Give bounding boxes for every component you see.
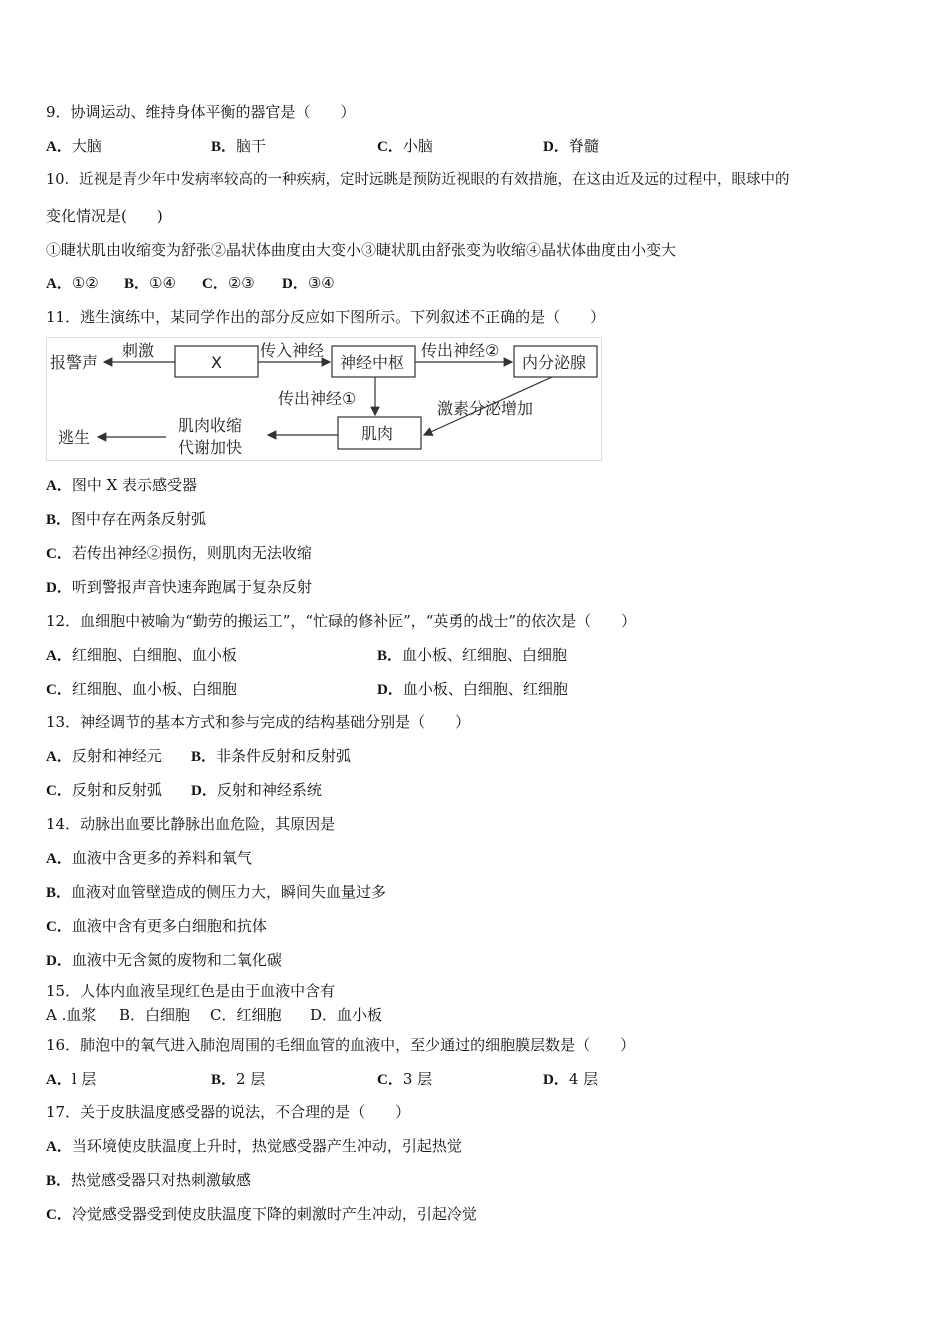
q9-option-b: B．脑干 <box>211 137 267 155</box>
q11-option-d: D．听到警报声音快速奔跑属于复杂反射 <box>46 578 312 596</box>
reflex-diagram <box>46 337 602 461</box>
q15-option-d: D．血小板 <box>310 1006 383 1024</box>
q16-option-c: C．3 层 <box>377 1070 433 1088</box>
q13-option-a: A．反射和神经元 <box>46 747 162 765</box>
x-label: X <box>211 353 222 372</box>
gland-label: 内分泌腺 <box>522 353 587 372</box>
q14-option-b: B．血液对血管壁造成的侧压力大，瞬间失血量过多 <box>46 883 387 901</box>
q9-option-d: D．脊髓 <box>543 137 599 155</box>
center-label: 神经中枢 <box>340 353 405 372</box>
q14-option-c: C．血液中含有更多白细胞和抗体 <box>46 917 267 935</box>
effect-label-1: 肌肉收缩 <box>178 416 243 435</box>
q12-option-b: B．血小板、红细胞、白细胞 <box>377 646 568 664</box>
q11-stem: 11．逃生演练中，某同学作出的部分反应如下图所示。下列叙述不正确的是（ ） <box>46 308 606 326</box>
q10-option-b: B．①④ <box>124 274 176 292</box>
q17-option-b: B．热觉感受器只对热刺激敏感 <box>46 1171 252 1189</box>
afferent-label: 传入神经 <box>260 341 325 360</box>
q12-option-d: D．血小板、白细胞、红细胞 <box>377 680 568 698</box>
q13-option-b: B．非条件反射和反射弧 <box>191 747 352 765</box>
q11-option-c: C．若传出神经②损伤，则肌肉无法收缩 <box>46 544 312 562</box>
q15-option-b: B．白细胞 <box>119 1006 191 1024</box>
q10-option-c: C．②③ <box>202 274 255 292</box>
q15-option-a: A .血浆 <box>46 1006 97 1024</box>
stimulus-label: 刺激 <box>122 341 155 360</box>
q12-stem: 12．血细胞中被喻为“勤劳的搬运工”，“忙碌的修补匠”，“英勇的战士”的依次是（ ） <box>46 612 637 630</box>
q15-option-c: C．红细胞 <box>210 1006 282 1024</box>
q17-stem: 17．关于皮肤温度感受器的说法，不合理的是（ ） <box>46 1103 411 1121</box>
q14-option-a: A．血液中含更多的养料和氧气 <box>46 849 252 867</box>
q10-stem-line1: 10．近视是青少年中发病率较高的一种疾病，定时远眺是预防近视眼的有效措施，在这由近及远的过程中，眼球中的 <box>46 172 790 188</box>
q9-option-a: A．大脑 <box>46 137 102 155</box>
q12-option-a: A．红细胞、白细胞、血小板 <box>46 646 237 664</box>
q15-stem: 15．人体内血液呈现红色是由于血液中含有 <box>46 982 336 1000</box>
muscle-label: 肌肉 <box>361 424 394 443</box>
efferent2-label: 传出神经② <box>421 341 500 360</box>
q14-option-d: D．血液中无含氮的废物和二氧化碳 <box>46 951 282 969</box>
q17-option-c: C．冷觉感受器受到使皮肤温度下降的刺激时产生冲动，引起冷觉 <box>46 1205 477 1223</box>
alarm-label: 报警声 <box>50 353 99 372</box>
q13-option-c: C．反射和反射弧 <box>46 781 162 799</box>
effect-label-2: 代谢加快 <box>178 438 243 457</box>
q16-option-a: A．l 层 <box>46 1070 97 1088</box>
efferent1-label: 传出神经① <box>278 389 357 408</box>
q11-option-a: A．图中 X 表示感受器 <box>46 476 198 494</box>
q17-option-a: A．当环境使皮肤温度上升时，热觉感受器产生冲动，引起热觉 <box>46 1137 462 1155</box>
q10-statements: ①睫状肌由收缩变为舒张②晶状体曲度由大变小③睫状肌由舒张变为收缩④晶状体曲度由小变大 <box>46 241 677 259</box>
q9-stem: 9．协调运动、维持身体平衡的器官是（ ） <box>46 103 356 121</box>
q12-option-c: C．红细胞、血小板、白细胞 <box>46 680 237 698</box>
q14-stem: 14．动脉出血要比静脉出血危险，其原因是 <box>46 815 336 833</box>
hormone-label: 激素分泌增加 <box>437 399 534 418</box>
q13-option-d: D．反射和神经系统 <box>191 781 322 799</box>
q13-stem: 13．神经调节的基本方式和参与完成的结构基础分别是（ ） <box>46 713 471 731</box>
escape-label: 逃生 <box>58 428 91 447</box>
q16-stem: 16．肺泡中的氧气进入肺泡周围的毛细血管的血液中，至少通过的细胞膜层数是（ ） <box>46 1036 636 1054</box>
q10-stem-line2: 变化情况是( ) <box>46 207 163 225</box>
q10-option-a: A．①② <box>46 274 99 292</box>
q10-option-d: D．③④ <box>282 274 335 292</box>
q16-option-b: B．2 层 <box>211 1070 266 1088</box>
q9-option-c: C．小脑 <box>377 137 433 155</box>
q11-option-b: B．图中存在两条反射弧 <box>46 510 207 528</box>
q16-option-d: D．4 层 <box>543 1070 599 1088</box>
